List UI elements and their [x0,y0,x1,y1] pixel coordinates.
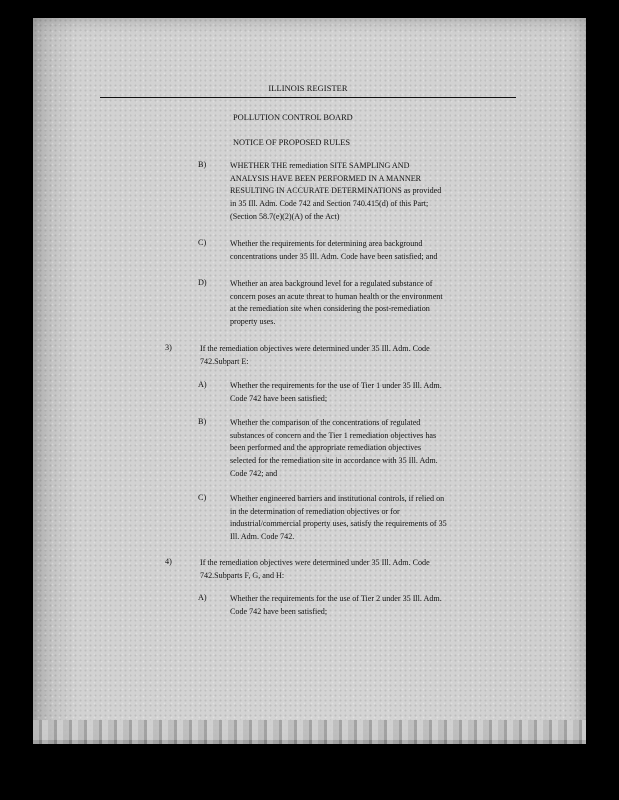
text-line: property uses. [230,317,276,327]
text-line: industrial/commercial property uses, satisfy the requirements of 35 [230,519,447,529]
item-label: 3) [165,343,172,352]
text-line: Whether the requirements for the use of Tier 2 under 35 Ill. Adm. [230,594,442,603]
text-line: Code 742 have been satisfied; [230,393,328,403]
register-header: ILLINOIS REGISTER [268,84,348,93]
text-line: selected for the remediation site in accordance with 35 Ill. Adm. [230,456,438,466]
item-label: C) [198,238,207,247]
item-label: D) [198,278,207,287]
text-line: (Section 58.7(e)(2)(A) of the Act) [230,211,340,221]
text-line: 742.Subparts F, G, and H: [200,570,285,580]
item-text [230,380,520,405]
text-line: Ill. Adm. Code 742. [230,532,295,542]
item-label: C) [198,493,207,502]
text-line: RESULTING IN ACCURATE DETERMINATIONS as provided [230,186,442,196]
item-label: A) [198,593,207,602]
board-title: POLLUTION CONTROL BOARD [233,113,353,122]
item-label: 4) [165,557,172,566]
text-line: Code 742 have been satisfied; [230,606,328,616]
text-line: Whether the comparison of the concentrations of regulated [230,418,421,427]
text-line: in the determination of remediation objectives or for [230,506,400,516]
text-line: WHETHER THE remediation SITE SAMPLING AND [230,161,410,170]
item-label: B) [198,160,207,169]
item-text [230,278,520,329]
text-line: ANALYSIS HAVE BEEN PERFORMED IN A MANNER [230,173,422,183]
item-text [230,417,520,481]
text-line: concentrations under 35 Ill. Adm. Code have been satisfied; and [230,251,438,261]
item-text [200,343,520,368]
item-text [230,493,520,544]
page-bottom-edge [33,720,586,744]
notice-title: NOTICE OF PROPOSED RULES [233,138,351,147]
text-line: Whether the requirements for determining area background [230,239,423,248]
item-label: A) [198,380,207,389]
text-line: been performed and the appropriate remediation objectives [230,443,422,453]
text-line: substances of concern and the Tier 1 remediation objectives has [230,430,437,440]
text-line: If the remediation objectives were determined under 35 Ill. Adm. Code [200,558,430,567]
text-line: 742.Subpart E: [200,356,249,366]
text-line: Whether the requirements for the use of Tier 1 under 35 Ill. Adm. [230,381,442,390]
text-line: concern poses an acute threat to human health or the environment [230,291,443,301]
item-text [230,238,520,263]
text-line: at the remediation site when considering the post-remediation [230,304,430,314]
text-line: in 35 Ill. Adm. Code 742 and Section 740.415(d) of this Part; [230,199,429,209]
text-line: Code 742; and [230,468,278,478]
item-text [200,557,520,582]
text-line: Whether engineered barriers and institutional controls, if relied on [230,494,445,503]
item-text [230,593,520,618]
header-rule [100,97,516,98]
item-label: B) [198,417,207,426]
text-line: Whether an area background level for a regulated substance of [230,279,433,288]
text-line: If the remediation objectives were determined under 35 Ill. Adm. Code [200,344,430,353]
item-text [230,160,520,224]
document-page [33,18,586,740]
